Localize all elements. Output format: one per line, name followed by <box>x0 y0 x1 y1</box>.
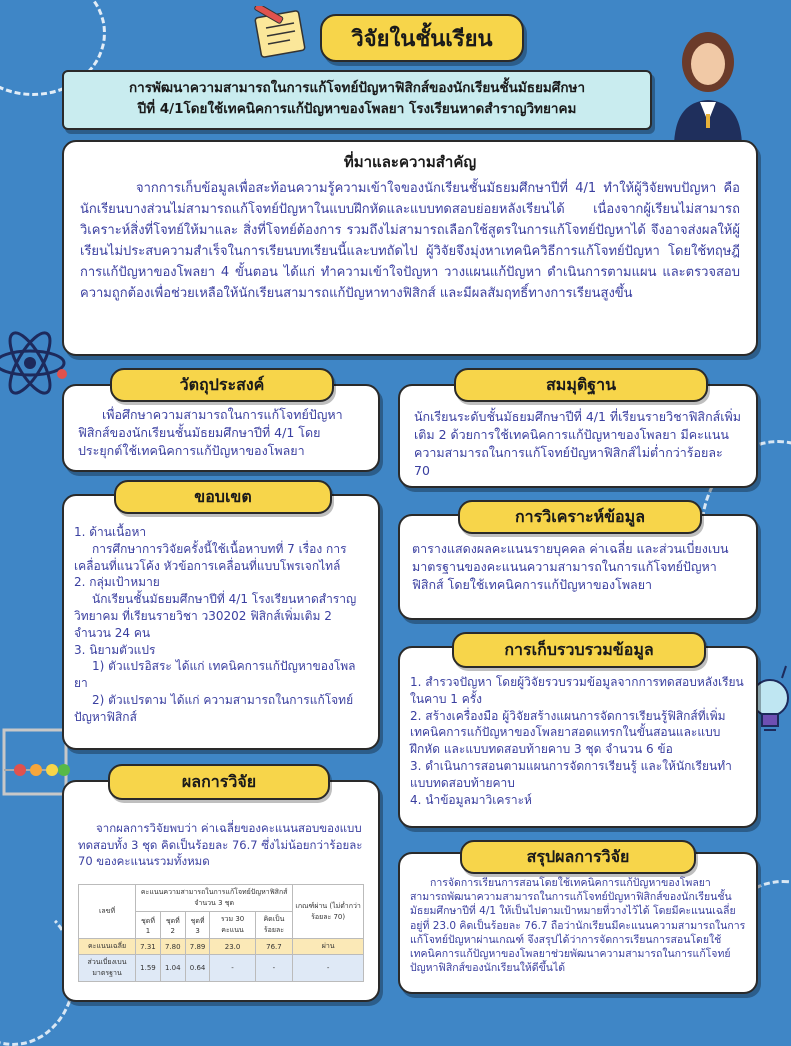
conclusion-text: การจัดการเรียนการสอนโดยใช้เทคนิคการแก้ปัญหาของโพลยาสามารถพัฒนาความสามารถในการแก้โจทย์ปัญหาฟิสิกส์ของนักเรียนชั้นมัธยมศึกษาปีที่ 4/1 ให้เป็นไปตามเป้าหมายที่วางไว้ได้ โดยมีคะแนนเฉลี่ยอยู่ที่ 23.0 คิดเป็นร้อยละ 76.7 ถือว่านักเรียนมีคะแนนความสามารถในการแก้โจทย์ปัญหาผ่านเกณฑ์ จึงสรุปได้ว่าการจัดการเรียนการสอนโดยใช้เทคนิคการแก้ปัญหาของโพลยาช่วยพัฒนาความสามารถในการแก้โจทย์ปัญหาฟิสิกส์ของนักเรียนให้ดีขึ้นได้ <box>410 877 746 975</box>
page-title: วิจัยในชั้นเรียน <box>320 14 524 62</box>
scope-item-content-title: 1. ด้านเนื้อหา <box>74 525 147 539</box>
scope-item-dependent-variable: 2) ตัวแปรตาม ได้แก่ ความสามารถในการแก้โจทย์ปัญหาฟิสิกส์ <box>74 692 354 724</box>
table-cell: 0.64 <box>185 955 210 982</box>
table-header: ชุดที่ 3 <box>185 912 210 939</box>
table-cell: - <box>210 955 255 982</box>
conclusion-heading: สรุปผลการวิจัย <box>460 840 696 874</box>
table-cell: ผ่าน <box>293 939 364 955</box>
table-cell: 1.59 <box>136 955 161 982</box>
scope-item-variables-title: 3. นิยามตัวแปร <box>74 642 156 657</box>
table-header: รวม 30 คะแนน <box>210 912 255 939</box>
scope-heading: ขอบเขต <box>114 480 332 514</box>
table-row <box>79 939 364 955</box>
hypothesis-heading: สมมุติฐาน <box>454 368 708 402</box>
table-header: ชุดที่ 1 <box>136 912 161 939</box>
results-table <box>78 884 364 982</box>
table-cell: - <box>293 955 364 982</box>
table-cell: 7.31 <box>136 939 161 955</box>
background-heading: ที่มาและความสำคัญ <box>343 153 477 171</box>
collection-item: 3. ดำเนินการสอนตามแผนการจัดการเรียนรู้ และให้นักเรียนทำแบบทดสอบท้ายคาบ <box>410 758 732 790</box>
abacus-icon <box>0 720 70 800</box>
table-cell: 1.04 <box>160 955 185 982</box>
hypothesis-text: นักเรียนระดับชั้นมัธยมศึกษาปีที่ 4/1 ที่เรียนรายวิชาฟิสิกส์เพิ่มเติม 2 ด้วยการใช้เทคนิคการแก้ปัญหาของโพลยา มีคะแนนความสามารถในการแก้โจทย์ปัญหาฟิสิกส์ไม่ต่ำกว่าร้อยละ 70 <box>414 409 742 479</box>
results-text: จากผลการวิจัยพบว่า ค่าเฉลี่ยของคะแนนสอบของแบบทดสอบทั้ง 3 ชุด คิดเป็นร้อยละ 76.7 ซึ่งไม่น้อยกว่าร้อยละ 70 ของคะแนนรวมทั้งหมด <box>78 821 363 869</box>
table-group-header: คะแนนความสามารถในการแก้โจทย์ปัญหาฟิสิกส์จำนวน 3 ชุด <box>136 885 293 912</box>
collection-item: 2. สร้างเครื่องมือ ผู้วิจัยสร้างแผนการจัดการเรียนรู้ฟิสิกส์ที่เพิ่มเทคนิคการแก้ปัญหาของโพลยาสอดแทรกในขั้นสอนและแบบฝึกหัด และแบบทดสอบท้ายคาบ 3 ชุด จำนวน 6 ข้อ <box>410 708 726 757</box>
notepad-pencil-icon <box>252 6 312 58</box>
collection-item: 4. นำข้อมูลมาวิเคราะห์ <box>410 792 532 807</box>
results-heading: ผลการวิจัย <box>108 764 330 800</box>
table-cell: 7.89 <box>185 939 210 955</box>
scope-item-content-text: การศึกษาการวิจัยครั้งนี้ใช้เนื้อหาบทที่ 7 เรื่อง การเคลื่อนที่แนวโค้ง หัวข้อการเคลื่อนที่แบบโพรเจกไทล์ <box>74 541 347 573</box>
scope-item-target-title: 2. กลุ่มเป้าหมาย <box>74 575 160 590</box>
analysis-text: ตารางแสดงผลคะแนนรายบุคคล ค่าเฉลี่ย และส่วนเบี่ยงเบนมาตรฐานของคะแนนความสามารถในการแก้โจทย์ปัญหาฟิสิกส์ โดยใช้เทคนิคการแก้ปัญหาของโพลยา <box>412 541 729 593</box>
objective-heading: วัตถุประสงค์ <box>110 368 334 402</box>
analysis-heading: การวิเคราะห์ข้อมูล <box>458 500 702 534</box>
table-cell: คะแนนเฉลี่ย <box>79 939 136 955</box>
table-cell: ส่วนเบี่ยงเบนมาตรฐาน <box>79 955 136 982</box>
table-cell: - <box>255 955 293 982</box>
collection-section <box>398 646 758 828</box>
scope-section <box>62 494 380 750</box>
collection-heading: การเก็บรวบรวมข้อมูล <box>452 632 706 668</box>
background-text: จากการเก็บข้อมูลเพื่อสะท้อนความรู้ความเข้าใจของนักเรียนชั้นมัธยมศึกษาปีที่ 4/1 ทำให้ผู้วิจัยพบปัญหา คือ นักเรียนบางส่วนไม่สามารถแก้โจทย์ปัญหาในแบบฝึกหัดและแบบทดสอบย่อยหลังเรียนได้ เนื่องจากผู้เรียนไม่สามารถวิเคราะห์สิ่งที่โจทย์ให้มาและ สิ่งที่โจทย์ต้องการ รวมถึงไม่สามารถเลือกใช้สูตรในการแก้โจทย์ปัญหาได้ จึงอาจส่งผลให้ผู้เรียนไม่ประสบความสำเร็จในการเรียนบทเรียนนี้และบทถัดไป ผู้วิจัยจึงมุ่งหาเทคนิควิธีการแก้โจทย์ปัญหา โดยใช้ทฤษฎีการแก้ปัญหาของโพลยา 4 ขั้นตอน ได้แก่ ทำความเข้าใจปัญหา วางแผนแก้ปัญหา ดำเนินการตามแผน และตรวจสอบความถูกต้องเพื่อช่วยเหลือให้นักเรียนสามารถแก้ปัญหาทางฟิสิกส์ และมีผลสัมฤทธิ์ทางการเรียนสูงขึ้น <box>80 181 740 302</box>
table-row <box>79 955 364 982</box>
table-header-item: เลขที่ <box>79 885 136 939</box>
table-header: คิดเป็นร้อยละ <box>255 912 293 939</box>
table-cell: 23.0 <box>210 939 255 955</box>
research-title <box>62 70 652 130</box>
research-title-line2: ปีที่ 4/1โดยใช้เทคนิคการแก้ปัญหาของโพลยา โรงเรียนหาดสำราญวิทยาคม <box>137 100 577 117</box>
table-cell: 76.7 <box>255 939 293 955</box>
teacher-photo <box>660 18 756 148</box>
table-header-criteria: เกณฑ์ผ่าน (ไม่ต่ำกว่าร้อยละ 70) <box>293 885 364 939</box>
objective-text: เพื่อศึกษาความสามารถในการแก้โจทย์ปัญหาฟิสิกส์ของนักเรียนชั้นมัธยมศึกษาปีที่ 4/1 โดยประยุกต์ใช้เทคนิคการแก้ปัญหาของโพลยา <box>78 407 343 459</box>
scope-item-independent-variable: 1) ตัวแปรอิสระ ได้แก่ เทคนิคการแก้ปัญหาของโพลยา <box>74 659 356 691</box>
scope-item-target-text: นักเรียนชั้นมัธยมศึกษาปีที่ 4/1 โรงเรียนหาดสำราญวิทยาคม ที่เรียนรายวิชา ว30202 ฟิสิกส์เพิ่มเติม 2 จำนวน 24 คน <box>74 592 357 640</box>
table-header: ชุดที่ 2 <box>160 912 185 939</box>
research-title-line1: การพัฒนาความสามารถในการแก้โจทย์ปัญหาฟิสิกส์ของนักเรียนชั้นมัธยมศึกษา <box>128 80 586 96</box>
table-cell: 7.80 <box>160 939 185 955</box>
background-section <box>62 140 758 356</box>
collection-item: 1. สำรวจปัญหา โดยผู้วิจัยรวบรวมข้อมูลจากการทดสอบหลังเรียนในคาบ 1 ครั้ง <box>410 675 744 706</box>
